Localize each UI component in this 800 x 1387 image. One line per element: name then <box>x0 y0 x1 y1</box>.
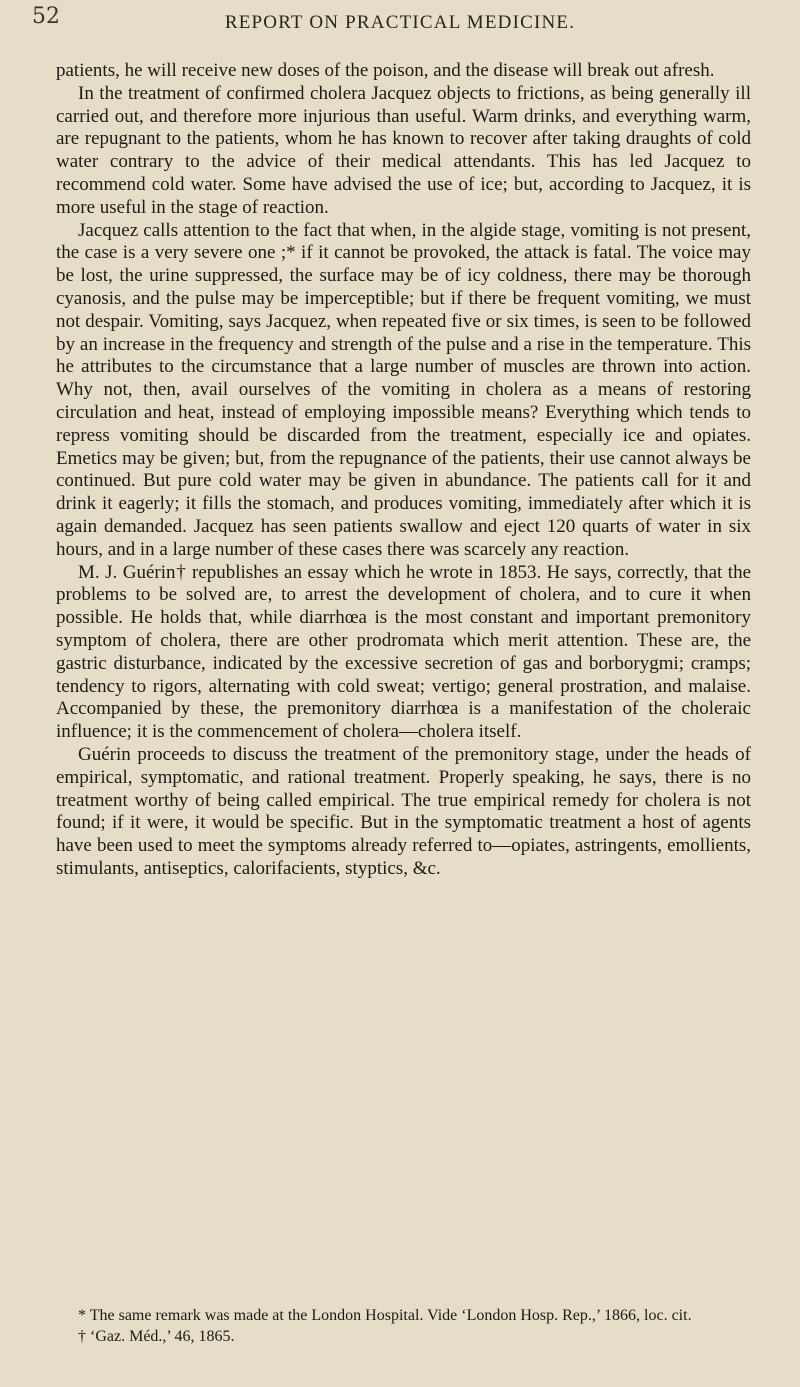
page-number: 52 <box>32 4 60 29</box>
body-text <box>56 60 751 881</box>
paragraph-guerin-essay: M. J. Guérin† republishes an essay which he wrote in 1853. He says, correctly, that the problems to be solved are, to arrest the development of cholera, and to cure it when possible. He holds that, while diarrhœa is the most constant and important premonitory symptom of cholera, there are other prodromata which merit attention. These are, the gastric disturbance, indicated by the excessive secretion of gas and borborygmi; cramps; tendency to rigors, alternating with cold sweat; vertigo; general prostration, and malaise. Accompanied by these, the premonitory diarrhœa is a manifestation of the choleraic influence; it is the commencement of cholera—cholera itself. <box>56 561 751 743</box>
footnote-dagger: † ‘Gaz. Méd.,’ 46, 1865. <box>78 1328 235 1345</box>
paragraph-vomiting-algide-stage: Jacquez calls attention to the fact that when, in the algide stage, vomiting is not present, the case is a very severe one ;* if it cannot be provoked, the attack is fatal. The voice may be lost, the urine suppressed, the surface may be of icy coldness, there may be thorough cyanosis, and the pulse may be imperceptible; but if there be frequent vomiting, we must not despair. Vomiting, says Jacquez, when repeated five or six times, is seen to be followed by an increase in the frequency and strength of the pulse and a rise in the temperature. This he attributes to the circumstance that a large number of muscles are thrown into action. Why not, then, avail ourselves of the vomiting in cholera as a means of restoring circulation and heat, instead of employing impossible means? Everything which tends to repress vomiting should be discarded from the treatment, especially ice and opiates. Emetics may be given; but, from the repugnance of the patients, their use cannot always be continued. But pure cold water may be given in abundance. The patients call for it and drink it eagerly; it fills the stomach, and produces vomiting, immediately after which it is again demanded. Jacquez has seen patients swallow and eject 120 quarts of water in six hours, and in a large number of these cases there was scarcely any reaction. <box>56 219 751 560</box>
footnote-asterisk: * The same remark was made at the London Hospital. Vide ‘London Hosp. Rep.,’ 1866, loc. cit. <box>78 1307 692 1324</box>
footnotes <box>56 1305 751 1347</box>
running-head: REPORT ON PRACTICAL MEDICINE. <box>224 12 576 33</box>
paragraph-continuation: patients, he will receive new doses of the poison, and the disease will break out afresh. <box>56 60 715 81</box>
paragraph-treatment-confirmed-cholera: In the treatment of confirmed cholera Jacquez objects to frictions, as being generally ill carried out, and therefore more injurious than useful. Warm drinks, and everything warm, are repugnant to the patients, whom he has known to recover after taking draughts of cold water contrary to the advice of their medical attendants. This has led Jacquez to recommend cold water. Some have advised the use of ice; but, according to Jacquez, it is more useful in the stage of reaction. <box>56 82 751 218</box>
paragraph-premonitory-treatment: Guérin proceeds to discuss the treatment of the premonitory stage, under the heads of empirical, symptomatic, and rational treatment. Properly speaking, he says, there is no treatment worthy of being called empirical. The true empirical remedy for cholera is not found; if it were, it would be specific. But in the symptomatic treatment a host of agents have been used to meet the symptoms already referred to—opiates, astringents, emollients, stimulants, antiseptics, calorifacients, styptics, &c. <box>56 743 751 879</box>
